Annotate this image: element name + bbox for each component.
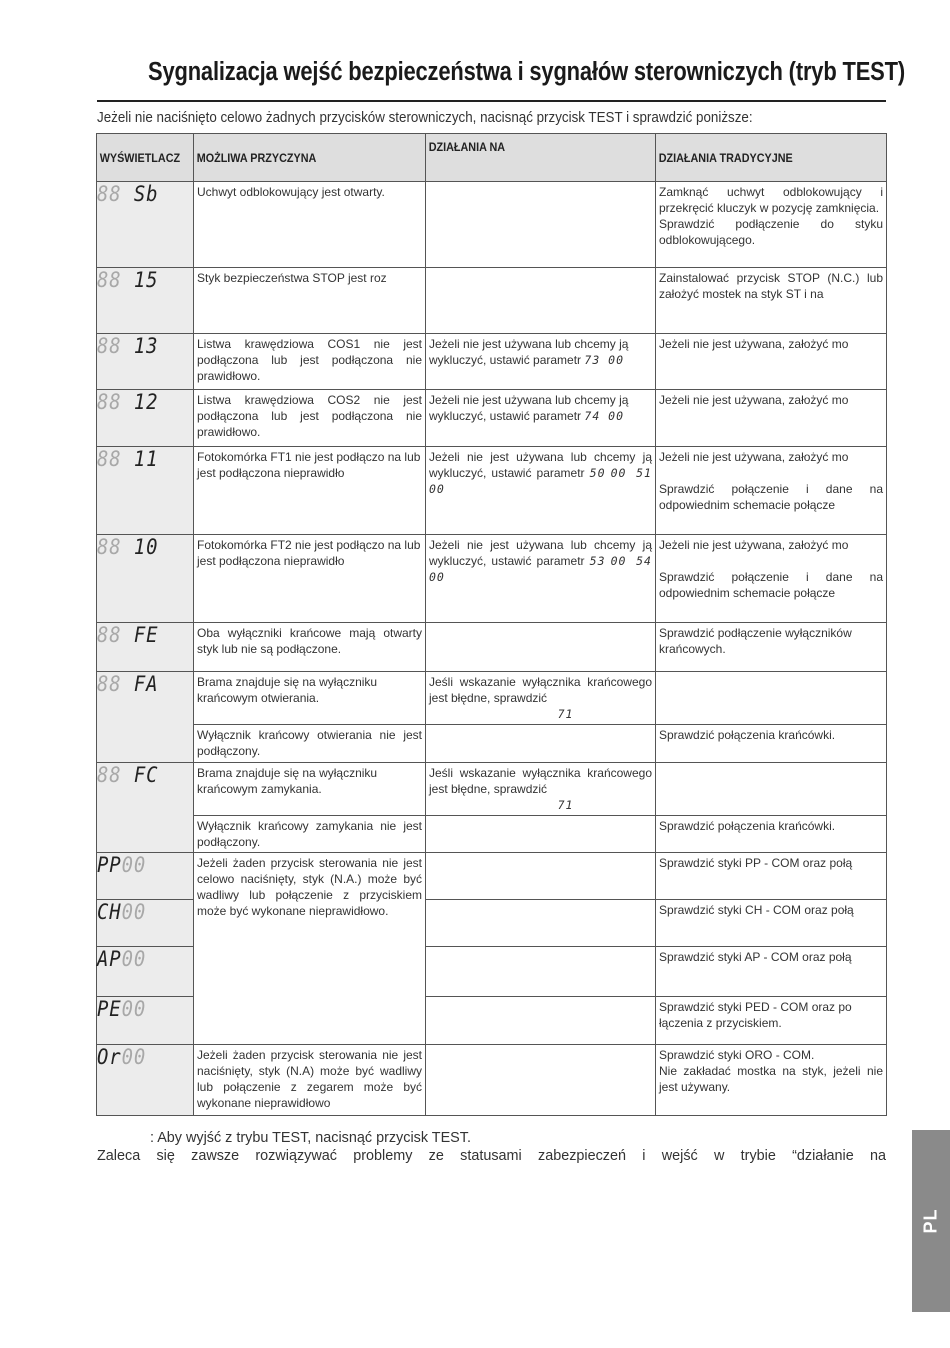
display-cell: [97, 182, 194, 268]
action-on-cell: [426, 1045, 656, 1116]
cause-cell: Fotokomórka FT2 nie jest podłączo na lub jest podłączona nieprawidło: [194, 535, 426, 623]
segment-display: 88 12: [97, 390, 159, 414]
segment-display: CH00: [97, 900, 147, 924]
segment-display: 88 Sb: [97, 182, 159, 206]
action-on-cell: [426, 997, 656, 1045]
header-action-on: DZIAŁANIA NA: [426, 134, 656, 182]
action-trad-cell: Sprawdzić połączenia krańcówki.: [656, 725, 887, 763]
title-divider: [97, 100, 886, 102]
action-trad-cell: Sprawdzić styki PP - COM oraz połą: [656, 853, 887, 900]
action-trad-cell: Jeżeli nie jest używana, założyć mo Sprawdzić połączenie i dane na odpowiednim schemacie połącze: [656, 535, 887, 623]
table-row: [97, 816, 887, 853]
table-row: [97, 268, 887, 334]
segment-display: PP00: [97, 853, 147, 877]
cause-cell: Wyłącznik krańcowy zamykania nie jest podłączony.: [194, 816, 426, 853]
display-cell: [97, 268, 194, 334]
table-row: [97, 182, 887, 268]
header-display: WYŚWIETLACZ: [97, 134, 194, 182]
cause-cell: Listwa krawędziowa COS2 nie jest podłączona lub jest podłączona nie prawidłowo.: [194, 390, 426, 447]
cause-cell: Styk bezpieczeństwa STOP jest roz: [194, 268, 426, 334]
segment-display: 88 15: [97, 268, 159, 292]
action-on-cell: [426, 268, 656, 334]
display-cell: [97, 447, 194, 535]
action-trad-cell: Zainstalować przycisk STOP (N.C.) lub założyć mostek na styk ST i na: [656, 268, 887, 334]
cause-cell: Wyłącznik krańcowy otwierania nie jest podłączony.: [194, 725, 426, 763]
action-on-cell: [426, 182, 656, 268]
display-cell: [97, 1045, 194, 1116]
display-cell: [97, 997, 194, 1045]
cause-cell: Fotokomórka FT1 nie jest podłączo na lub jest podłączona nieprawidło: [194, 447, 426, 535]
action-trad-cell: Sprawdzić podłączenie wyłączników krańcowych.: [656, 623, 887, 672]
action-trad-cell: Sprawdzić styki PED - COM oraz po łączenia z przyciskiem.: [656, 997, 887, 1045]
segment-display: 88 FC: [97, 763, 159, 787]
segment-display: Or00: [97, 1045, 147, 1069]
segment-display: 88 13: [97, 334, 159, 358]
action-trad-cell: Sprawdzić styki CH - COM oraz połą: [656, 900, 887, 947]
display-cell: [97, 390, 194, 447]
action-on-cell: Jeśli wskazanie wyłącznika krańcowego jest błędne, sprawdzić 71: [426, 763, 656, 816]
action-on-cell: [426, 947, 656, 997]
display-cell: [97, 672, 194, 763]
cause-cell: Listwa krawędziowa COS1 nie jest podłączona lub jest podłączona nie prawidłowo.: [194, 334, 426, 390]
action-trad-cell: Sprawdzić styki ORO - COM. Nie zakładać mostka na styk, jeżeli nie jest używany.: [656, 1045, 887, 1116]
action-trad-cell: Sprawdzić połączenia krańcówki.: [656, 816, 887, 853]
table-header-row: [97, 134, 887, 182]
cause-cell: Jeżeli żaden przycisk sterowania nie jest celowo naciśnięty, styk (N.A.) może być wadliwy lub połączenie z przyciskiem może być wykonane nieprawidłowo.: [194, 853, 426, 1045]
table-row: [97, 1045, 887, 1116]
cause-cell: Brama znajduje się na wyłączniku krańcowym otwierania.: [194, 672, 426, 725]
segment-display: 88 FE: [97, 623, 159, 647]
table-row: [97, 725, 887, 763]
display-cell: [97, 623, 194, 672]
cause-cell: Oba wyłączniki krańcowe mają otwarty styk lub nie są podłączone.: [194, 623, 426, 672]
action-trad-cell: Jeżeli nie jest używana, założyć mo: [656, 334, 887, 390]
action-on-cell: Jeżeli nie jest używana lub chcemy ją wykluczyć, ustawić parametr 73 00: [426, 334, 656, 390]
header-action-trad: DZIAŁANIA TRADYCYJNE: [656, 134, 887, 182]
action-on-cell: [426, 816, 656, 853]
display-cell: [97, 334, 194, 390]
table-row: [97, 447, 887, 535]
cause-cell: Jeżeli żaden przycisk sterowania nie jest naciśnięty, styk (N.A) może być wadliwy lub połączenie z zegarem może być wykonane nieprawidłowo: [194, 1045, 426, 1116]
action-trad-cell: Zamknąć uchwyt odblokowujący i przekręcić kluczyk w pozycję zamknięcia. Sprawdzić podłączenie do styku odblokowującego.: [656, 182, 887, 268]
display-cell: [97, 947, 194, 997]
action-trad-cell: Jeżeli nie jest używana, założyć mo: [656, 390, 887, 447]
page-title: Sygnalizacja wejść bezpieczeństwa i sygnałów sterowniczych (tryb TEST): [148, 58, 905, 86]
footer-note: : Aby wyjść z trybu TEST, nacisnąć przycisk TEST.: [150, 1130, 471, 1146]
intro-text: Jeżeli nie naciśnięto celowo żadnych przycisków sterowniczych, nacisnąć przycisk TEST i sprawdzić poniższe:: [97, 110, 753, 126]
action-trad-cell: [656, 672, 887, 725]
display-cell: [97, 900, 194, 947]
segment-display: PE00: [97, 997, 147, 1021]
action-on-cell: Jeżeli nie jest używana lub chcemy ją wykluczyć, ustawić parametr 53 00 54 00: [426, 535, 656, 623]
segment-display: 88 10: [97, 535, 159, 559]
header-cause: MOŻLIWA PRZYCZYNA: [194, 134, 426, 182]
action-trad-cell: Jeżeli nie jest używana, założyć mo Sprawdzić połączenie i dane na odpowiednim schemacie połącze: [656, 447, 887, 535]
action-on-cell: [426, 725, 656, 763]
table-row: [97, 623, 887, 672]
cause-cell: Brama znajduje się na wyłączniku krańcowym zamykania.: [194, 763, 426, 816]
table-row: [97, 763, 887, 816]
display-cell: [97, 763, 194, 853]
table-row: [97, 390, 887, 447]
table-row: [97, 853, 887, 900]
action-on-cell: [426, 900, 656, 947]
table-row: [97, 334, 887, 390]
action-trad-cell: [656, 763, 887, 816]
language-tab: PL: [912, 1130, 950, 1312]
action-on-cell: Jeżeli nie jest używana lub chcemy ją wykluczyć, ustawić parametr 74 00: [426, 390, 656, 447]
action-trad-cell: Sprawdzić styki AP - COM oraz połą: [656, 947, 887, 997]
action-on-cell: [426, 623, 656, 672]
table-row: [97, 535, 887, 623]
cause-cell: Uchwyt odblokowujący jest otwarty.: [194, 182, 426, 268]
action-on-cell: Jeśli wskazanie wyłącznika krańcowego jest błędne, sprawdzić 71: [426, 672, 656, 725]
display-cell: [97, 535, 194, 623]
segment-display: 88 11: [97, 447, 159, 471]
action-on-cell: Jeżeli nie jest używana lub chcemy ją wykluczyć, ustawić parametr 50 00 51 00: [426, 447, 656, 535]
footer-text: Zaleca się zawsze rozwiązywać problemy ze statusami zabezpieczeń i wejść w trybie “działanie na: [97, 1148, 886, 1164]
display-cell: [97, 853, 194, 900]
table-row: [97, 672, 887, 725]
segment-display: AP00: [97, 947, 147, 971]
segment-display: 88 FA: [97, 672, 159, 696]
action-on-cell: [426, 853, 656, 900]
test-mode-table: [96, 133, 887, 1116]
